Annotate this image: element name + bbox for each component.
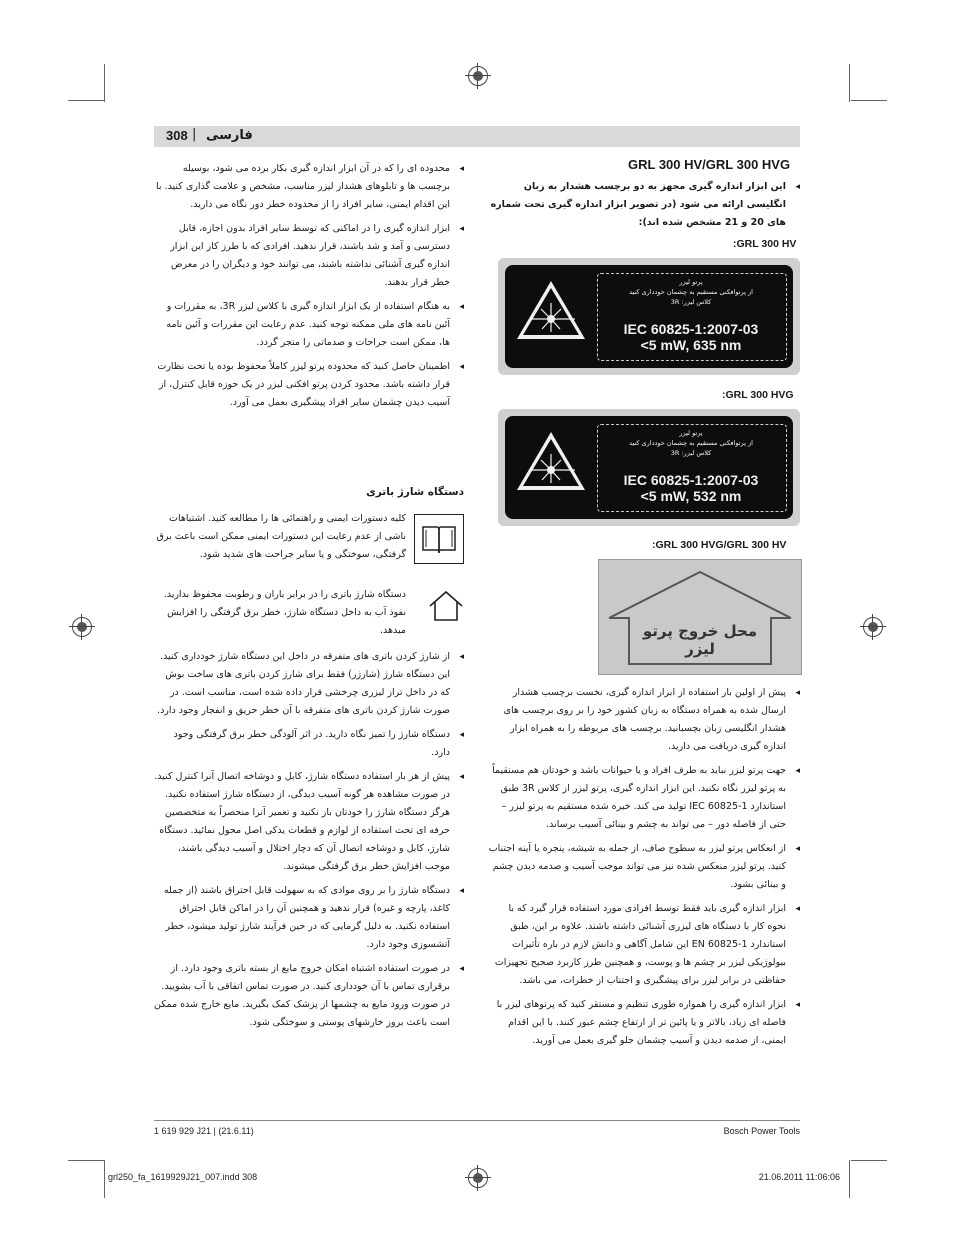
crop-mark (849, 1160, 850, 1198)
label2-standard: IEC 60825-1:2007-03 (623, 472, 759, 488)
right-bullets (488, 684, 800, 1056)
list-item: ◂ ابزار اندازه گیری را در اماکنی که توسط سایر افراد بدون اجازه، قابل دسترسی و آمد و شد باشند، قرار ندهید. افرادی که با طرز کار این ابزار اندازه گیری آشنائی نداشته باشند، می توانند خود و دیگران را در معرض خطر قرار بدهند. (154, 220, 464, 292)
label1-text-3: کلاس لیزر: 3R (670, 298, 712, 306)
crop-mark (104, 1160, 105, 1198)
charger-text: دستگاه شارژ باتری را در برابر باران و رطوبت محفوظ بدارید. نفوذ آب به داخل دستگاه شارژ، خطر برق گرفتگی را افزایش میدهد. (163, 589, 406, 636)
label1-text-2: از پرتوافکنی مستقیم به چشمان خودداری کنید (629, 288, 753, 296)
registration-mark-icon (863, 617, 883, 637)
charger-item-2 (154, 586, 406, 646)
crop-mark (68, 100, 104, 101)
brand-name: Bosch Power Tools (723, 1126, 800, 1136)
crop-mark (68, 1160, 104, 1161)
charger-text: کلیه دستورات ایمنی و راهنمائی ها را مطالعه کنید. اشتباهات ناشی از عدم رعایت این دستورات ایمنی ممکن است باعث برق گرفتگی، سوختگی و یا سایر جراحت های شدید شود. (156, 513, 406, 560)
warning-label-532nm (498, 409, 800, 526)
print-datetime: 21.06.2011 11:06:06 (758, 1172, 840, 1182)
list-item: ◂ ابزار اندازه گیری را همواره طوری تنظیم و مستقر کنید که پرتوهای لیزر با فاصله ای زیاد، بالاتر و یا پائین تر از ارتفاع چشم عبور کنند. با این اقدام ایمنی، از صدمه دیدن و آسیب چشمان جلو گیری بعمل می آورید. (488, 996, 800, 1050)
crop-mark (851, 100, 887, 101)
crop-mark (849, 64, 850, 102)
registration-mark-icon (468, 1168, 488, 1188)
list-item: ◂ پیش از هر بار استفاده دستگاه شارژ، کابل و دوشاخه اتصال آنرا کنترل کنید. در صورت مشاهده هر گونه آسیب دیدگی، از دستگاه شارژ استفاده نکنید. هرگز دستگاه شارژ را خودتان باز نکنید و تعمیر آنرا منحصراً به متخصصین حرفه ای تحت استفاده از لوازم و قطعات یدکی اصل محول نمائید. دستگاه شارژ، کابل و دوشاخه اتصال آن که دچار اختلال و آسیب دیدگی باشند، موجب افزایش خطر برق گرفتگی میشوند. (154, 768, 464, 876)
section-title: GRL 300 HV/GRL 300 HVG (628, 157, 791, 172)
footer-rule (154, 1120, 800, 1121)
file-name: grl250_fa_1619929J21_007.indd 308 (108, 1172, 258, 1182)
label1-power: <5 mW, 635 nm (640, 337, 742, 353)
list-item: ◂ دستگاه شارژ را تمیز نگاه دارید. در اثر آلودگی خطر برق گرفتگی وجود دارد. (154, 726, 464, 762)
label3-caption: :GRL 300 HVG/GRL 300 HV (652, 539, 787, 551)
laser-aperture-label (598, 559, 802, 675)
list-item: ◂ اطمینان حاصل کنید که محدوده پرتو لیزر کاملاً محفوظ بوده یا تحت نظارت قرار داشته باشد. محدود کردن پرتو افکنی لیزر در یک حوزه قابل کنترل، از آسیب دیدن چشمان سایر افراد پیشگیری بعمل می آورد. (154, 358, 464, 412)
label1-caption: :GRL 300 HV (733, 238, 797, 250)
registration-mark-icon (72, 617, 92, 637)
list-item: ◂ پیش از اولین بار استفاده از ابزار اندازه گیری، نخست برچسب هشدار ارسال شده به همراه دستگاه به زبان کشور خود را بر روی برچسب های هشدار انگلیسی زبان بچسبانید. برچسب های مربوطه را به همراه ابزار اندازه گیری دریافت می دارید. (488, 684, 800, 756)
list-item: ◂ ابزار اندازه گیری باید فقط توسط افرادی مورد استفاده قرار گیرد که با نحوه کار با دستگاه های لیزری آشنائی داشته باشند. علاوه بر این، طبق استاندارد EN 60825-1 این شامل آگاهی و دانش لازم در باره تأثیرات بیولوژیکی لیزر بر چشم ها و پوست، و همچنین طرز کاربرد صحیح تجهیزات حفاظتی در برابر لیزر برای پیشگیری و اجتناب از خطرات، می باشد. (488, 900, 800, 990)
label1-text-1: پرتو لیزر (679, 278, 703, 286)
list-item: ◂ در صورت استفاده اشتباه امکان خروج مایع از بسته باتری وجود دارد. از برقراری تماس با آن خودداری کنید. در صورت تماس اتفاقی با آب بشویید. در صورت ورود مایع به چشمها از پزشک کمک بگیرید. مایع خارج شده ممکن است باعث بروز خارشهای پوستی و سوختگی شود. (154, 960, 464, 1032)
left-bullets (154, 160, 464, 418)
intro-paragraph (488, 178, 800, 238)
list-item: ◂ به هنگام استفاده از یک ابزار اندازه گیری با کلاس لیزر 3R، به مقررات و آئین نامه های ملی ممکنه توجه کنید. عدم رعایت این مقررات و آئین نامه ها، ممکن است جراحات و صدماتی را منجر گردد. (154, 298, 464, 352)
crop-mark (104, 64, 105, 102)
label2-text-1: پرتو لیزر (679, 429, 703, 437)
label2-text-3: کلاس لیزر: 3R (670, 449, 712, 457)
list-item: ◂ محدوده ای را که در آن ابزار اندازه گیری بکار برده می شود، بوسیله برچسب ها و تابلوهای هشدار لیزر مناسب، مشخص و علامت گذاری کنید. با این اقدام ایمنی، سایر افراد را از محدوده خطر دور نگاه می دارید. (154, 160, 464, 214)
list-item: ◂ از شارژ کردن باتری های متفرقه در داخل این دستگاه شارژ خودداری کنید. این دستگاه شارژ (شارژر) فقط برای شارژ کردن باتری های ساخت بوش که در داخل تراز لیزری چرخشی قرار داده شده است، مناسب است. در صورت شارژ کردن باتری های متفرقه با آن خطر حریق و انفجار وجود دارد. (154, 648, 464, 720)
charger-item-1 (154, 510, 406, 570)
charger-heading: دستگاه شارژ باتری (366, 486, 464, 498)
registration-mark-icon (468, 66, 488, 86)
list-item: ◂ از انعکاس پرتو لیزر به سطوح صاف، از جمله به شیشه، پنجره یا آینه اجتناب کنید. پرتو لیزر منعکس شده نیز می تواند موجب آسیب و صدمه دیدن چشم و بینائی بشود. (488, 840, 800, 894)
page-number: 308 (166, 128, 188, 143)
intro-text: ◂ این ابزار اندازه گیری مجهز به دو برچسب هشدار به زبان انگلیسی ارائه می شود (در تصویر ابزار اندازه گیری تحت شماره های 20 و 21 مشخص شده اند): (488, 178, 800, 232)
separator: | (192, 127, 197, 142)
charger-bullets (154, 648, 464, 1038)
laser-warning-icon (515, 279, 587, 341)
label2-caption: :GRL 300 HVG (722, 389, 794, 401)
read-manual-icon (414, 514, 464, 564)
laser-warning-icon (515, 430, 587, 492)
page-header (154, 126, 800, 147)
label2-power: <5 mW, 532 nm (640, 488, 742, 504)
indoor-use-icon (428, 590, 464, 622)
list-item: ◂ دستگاه شارژ را بر روی موادی که به سهولت قابل احتراق باشند (از جمله کاغذ، پارچه و غیره) قرار ندهید و همچنین آن را در اماکن قابل احتراق استفاده نکنید. به دلیل گرمایی که در حین فرآیند شارژ تولید میشود، خطر آتشسوزی وجود دارد. (154, 882, 464, 954)
label2-text-2: از پرتوافکنی مستقیم به چشمان خودداری کنید (629, 439, 753, 447)
aperture-text: محل خروج پرتو لیزر (642, 622, 758, 658)
list-item: ◂ جهت پرتو لیزر نباید به طرف افراد و یا حیوانات باشد و خودتان هم مستقیماً به پرتو لیزر نگاه نکنید. این ابزار اندازه گیری، پرتو لیزر از کلاس 3R طبق استاندارد IEC 60825-1 تولید می کند. خیره شده مستقیم به پرتو لیزر – حتی از فاصله دور – می تواند به چشم و بینائی آسیب برساند. (488, 762, 800, 834)
language-title: فارسی (206, 128, 253, 143)
crop-mark (851, 1160, 887, 1161)
warning-label-635nm (498, 258, 800, 375)
doc-number: 1 619 929 J21 | (21.6.11) (154, 1126, 254, 1136)
label1-standard: IEC 60825-1:2007-03 (623, 321, 759, 337)
